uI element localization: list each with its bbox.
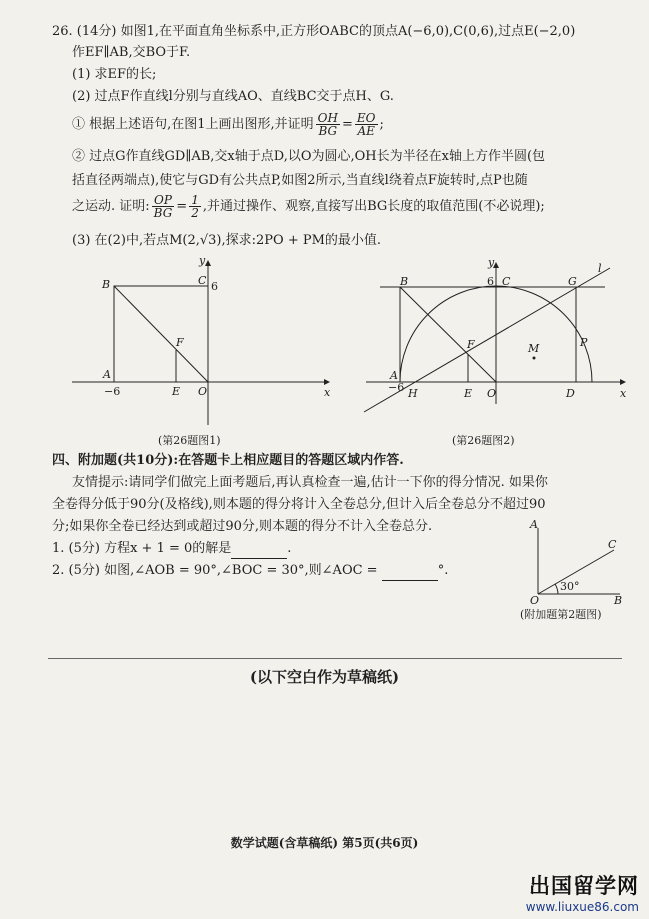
- q26-part2b-line3: [72, 192, 545, 222]
- fig1-label-x: x: [324, 386, 331, 399]
- q26-part2b-text-end: ,并通过操作、观察,直接写出BG长度的取值范围(不必说理);: [202, 199, 545, 214]
- fraction-one-half: [189, 194, 201, 219]
- answer-blank-q1: [231, 540, 287, 559]
- fig2-label-M: M: [528, 342, 540, 355]
- fig1-label-C: C: [198, 274, 207, 287]
- fig3-label-O: O: [530, 594, 540, 604]
- semicolon: ;: [379, 117, 384, 132]
- fig3-label-B: B: [614, 594, 623, 604]
- watermark: [526, 870, 639, 914]
- fig3-caption: (附加题第2题图): [520, 608, 602, 621]
- q26-part2b-text: 之运动. 证明:: [72, 199, 150, 214]
- fig2-label-l: l: [598, 262, 602, 275]
- fig2-label-x: x: [620, 387, 627, 400]
- fig3-label-angle: 30°: [560, 580, 580, 593]
- q26-part2a-text: ① 根据上述语句,在图1上画出图形,并证明: [72, 117, 314, 132]
- fig2-label-P: P: [580, 336, 588, 349]
- fig2-label-F: F: [467, 338, 475, 351]
- q26-part1: (1) 求EF的长;: [72, 67, 157, 82]
- figure-26-1: [60, 250, 350, 430]
- fraction-denominator: BG: [318, 124, 338, 138]
- q26-part2a: [72, 110, 384, 140]
- fraction-numerator: OP: [152, 194, 175, 207]
- extra-q2-degree: °.: [437, 563, 449, 578]
- watermark-url: www.liuxue86.com: [525, 900, 639, 914]
- section4-tip-line2: 全卷得分低于90分(及格线),则本题的得分将计入全卷总分,但计入后全卷总分不超过90: [52, 497, 546, 512]
- fig3-label-C: C: [608, 538, 617, 551]
- q26-line2: 作EF∥AB,交BO于F.: [72, 45, 191, 60]
- q26-part2b-line2: 括直径两端点),使它与GD有公共点P,如图2所示,当直线l绕着点F旋转时,点P也随: [72, 173, 528, 188]
- fig2-label-E: E: [464, 387, 473, 400]
- fig2-label-B: B: [400, 275, 409, 288]
- fig1-label-6: 6: [211, 280, 218, 293]
- equals-sign: =: [176, 199, 188, 214]
- fig2-label-6: 6: [487, 275, 494, 288]
- fig2-label-O: O: [487, 387, 497, 400]
- figure-26-2: [360, 254, 632, 434]
- fig2-label-G: G: [568, 275, 577, 288]
- fig2-label-A: A: [390, 369, 398, 382]
- fraction-denominator: AE: [357, 124, 375, 138]
- fraction-numerator: OH: [317, 111, 338, 125]
- extra-q1-text: 1. (5分) 方程x + 1 = 0的解是: [52, 541, 232, 556]
- q26-part3: (3) 在(2)中,若点M(2,√3),探求:2PO + PM的最小值.: [72, 233, 382, 248]
- page-footer: 数学试题(含草稿纸) 第5页(共6页): [230, 836, 419, 850]
- fig1-label-O: O: [198, 385, 208, 398]
- fig1-caption: (第26题图1): [158, 434, 221, 447]
- section4-tip-line1: 友情提示:请同学们做完上面考题后,再认真检查一遍,估计一下你的得分情况. 如果你: [72, 475, 548, 490]
- fraction-eo-ae: [355, 112, 378, 137]
- extra-q1: [52, 540, 291, 559]
- answer-blank-q2: [382, 562, 438, 581]
- fig2-label-C: C: [502, 275, 511, 288]
- figure-extra-2: [520, 518, 630, 604]
- fig1-label-A: A: [103, 368, 111, 381]
- fig1-label-B: B: [102, 278, 111, 291]
- divider-line: [48, 658, 622, 659]
- fraction-op-bg: [152, 194, 175, 219]
- extra-q1-period: .: [287, 541, 292, 556]
- fraction-oh-bg: [316, 112, 340, 137]
- extra-q2: [52, 562, 448, 581]
- equals-sign: =: [341, 117, 353, 132]
- watermark-name: 出国留学网: [529, 874, 639, 898]
- draft-label: (以下空白作为草稿纸): [249, 668, 400, 686]
- fraction-denominator: 2: [191, 206, 199, 220]
- fig1-label-y: y: [199, 254, 206, 267]
- fraction-denominator: BG: [153, 206, 173, 220]
- section4-tip-line3: 分;如果你全卷已经达到或超过90分,则本题的得分不计入全卷总分.: [52, 519, 433, 534]
- fig2-label-y: y: [488, 256, 495, 269]
- fig1-label-minus6: −6: [104, 385, 121, 398]
- section4-title: 四、附加题(共10分):在答题卡上相应题目的答题区域内作答.: [52, 453, 404, 468]
- q26-part2: (2) 过点F作直线l分别与直线AO、直线BC交于点H、G.: [72, 89, 394, 104]
- fraction-numerator: EO: [356, 111, 376, 125]
- q26-part2b-line1: ② 过点G作直线GD∥AB,交x轴于点D,以O为圆心,OH长为半径在x轴上方作半圆(包: [72, 149, 546, 164]
- fig2-caption: (第26题图2): [452, 434, 515, 447]
- q26-line1: 26. (14分) 如图1,在平面直角坐标系中,正方形OABC的顶点A(−6,0),C(0,6),过点E(−2,0): [52, 24, 576, 39]
- fig2-label-minus6: −6: [388, 381, 405, 394]
- fig1-label-E: E: [172, 385, 181, 398]
- extra-q2-text: 2. (5分) 如图,∠AOB = 90°,∠BOC = 30°,则∠AOC =: [52, 563, 382, 578]
- fig2-label-D: D: [566, 387, 575, 400]
- fig1-label-F: F: [176, 336, 184, 349]
- fraction-numerator: 1: [191, 193, 199, 207]
- fig2-label-H: H: [408, 387, 418, 400]
- fig3-label-A: A: [530, 518, 538, 531]
